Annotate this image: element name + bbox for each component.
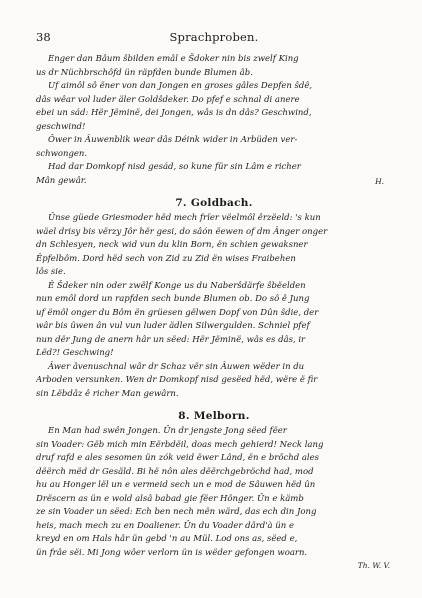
running-head: Sprachproben. [169, 30, 259, 44]
text-line: Lëd?! Geschwing! [36, 348, 114, 358]
section7-paragraph-1 [36, 212, 392, 280]
text-line-content: Mân gewâr. [36, 175, 87, 186]
text-line: druf rafd e ales sesomen ün zók veid ëwer Lând, ën e brôchd ales [36, 453, 320, 463]
text-line: Enger dan Bâum ŝbilden emâl e Šdoker nin bis zwelf King [48, 54, 299, 64]
text-line: Uf aimôl sô ëner von dan Jongen en groses gâles Depfen ŝdê, [48, 81, 313, 91]
section-title: 7. Goldbach. [175, 197, 253, 209]
author-signature: H. [375, 176, 384, 186]
text-line: Ôwer in Âuwenblik wear dâs Déink wider in Arbüden ver- [48, 135, 298, 145]
text-line: sin Lëbdâz ê richer Man gewârn. [36, 388, 179, 399]
text-line: kreyd en om Hals hâr ün gebd 'n au Mül. Lod ons as, sëed e, [36, 534, 298, 544]
text-line: dëërch mëd dr Gesäld. Bi hë nôn ales dëërchgebröchd had, mod [36, 466, 314, 477]
text-line: wâr bis ûwen ân vul vun luder ädlen Silwergulden. Schniel pfef [36, 321, 310, 331]
text-line: Ê Šdeker nin oder zwëlf Konge us du Naberŝdärfe ŝbëelden [48, 280, 306, 291]
page-header [36, 30, 392, 44]
intro-paragraph-2 [36, 80, 392, 134]
text-line: dâs wêar vol luder äler Goldŝdeker. Do pfef e schnal di anere [36, 94, 300, 105]
intro-paragraph-4 [36, 161, 392, 188]
author-signature: Th. W. V. [357, 561, 390, 570]
text-line: ze sin Voader un sëed: Ech ben nech mën wärd, das ech din Jong [36, 507, 317, 517]
text-line: lôs sie. [36, 267, 66, 277]
text-line: Had dar Domkopf nisd gesád, so kune für sin Lâm e richer [48, 162, 301, 172]
intro-paragraph-3 [36, 134, 392, 161]
page-body [36, 53, 392, 571]
text-line: En Man had swên Jongen. Ûn dr jengste Jong sëed fëer [48, 426, 287, 436]
text-line: geschwind! [36, 121, 86, 132]
text-line: Ûnse güede Griesmoder hëd mech frïer vëelmôl êrzëeld: 's kun [48, 213, 321, 223]
section8-paragraph-1 [36, 425, 392, 560]
text-line [36, 175, 392, 189]
text-line: Âwer âvenuschnal wâr dr Schaz vër sin Âuwen wëder in du [48, 361, 305, 372]
text-line: Arboden versunken. Wen dr Domkopf nisd gesëed hëd, wëre ë fir [36, 375, 318, 385]
text-line: sin Voader: Gëb mich min Eërbdëil, doas mech gehierd! Neck lang [36, 439, 324, 450]
text-line: heis, mach mech zu en Doaliener. Ûn du Voader dârd'à ün e [36, 520, 294, 531]
page-number: 38 [36, 30, 51, 44]
text-line: schwongen. [36, 148, 88, 159]
text-line: dn Schlesyen, neck wid vun du klin Born, ën schien gewaksner [36, 240, 308, 250]
intro-paragraph-1 [36, 53, 392, 80]
text-line: wäel drisy bis vërzy Jôr hër gesi, do sâón ëewen of dm Ânger onger [36, 226, 328, 237]
text-line: ün frâe sëi. Mi Jong wôer verlorn ün is wëder gefongen woarn. [36, 547, 308, 558]
text-line: Êpfelbôm. Dord hëd sech von Zid zu Zid ën wises Fraibehen [36, 253, 296, 264]
text-line: hu au Honger lël un e vermeid sech un e mod de Sâuwen hëd ûn [36, 480, 316, 490]
text-line: uf ëmôl onger du Bôm ën grüesen gëlwen Dopf von Dûn ŝdie, der [36, 307, 319, 318]
section-title: 8. Melborn. [178, 410, 250, 422]
text-line: Drëscern as ün e wold alsâ babad gie fëer Hônger. Ûn e kämb [36, 493, 304, 504]
text-line: us dr Nüchbrschôfd ün räpfden bunde Blumen âb. [36, 67, 253, 78]
text-line: ebei un sád: Hër Jëminë, dei Jongen, wâs is dn dâs? Geschwind, [36, 108, 312, 118]
section7-paragraph-2 [36, 280, 392, 361]
section7-paragraph-3 [36, 361, 392, 402]
text-line: nun emôl dord un rapfden sech bunde Blumen ob. Do sô ê Jung [36, 294, 310, 304]
text-line: nun dër Jung de anern hâr un sëed: Hër Jëminë, wâs es dâs, ir [36, 334, 306, 345]
